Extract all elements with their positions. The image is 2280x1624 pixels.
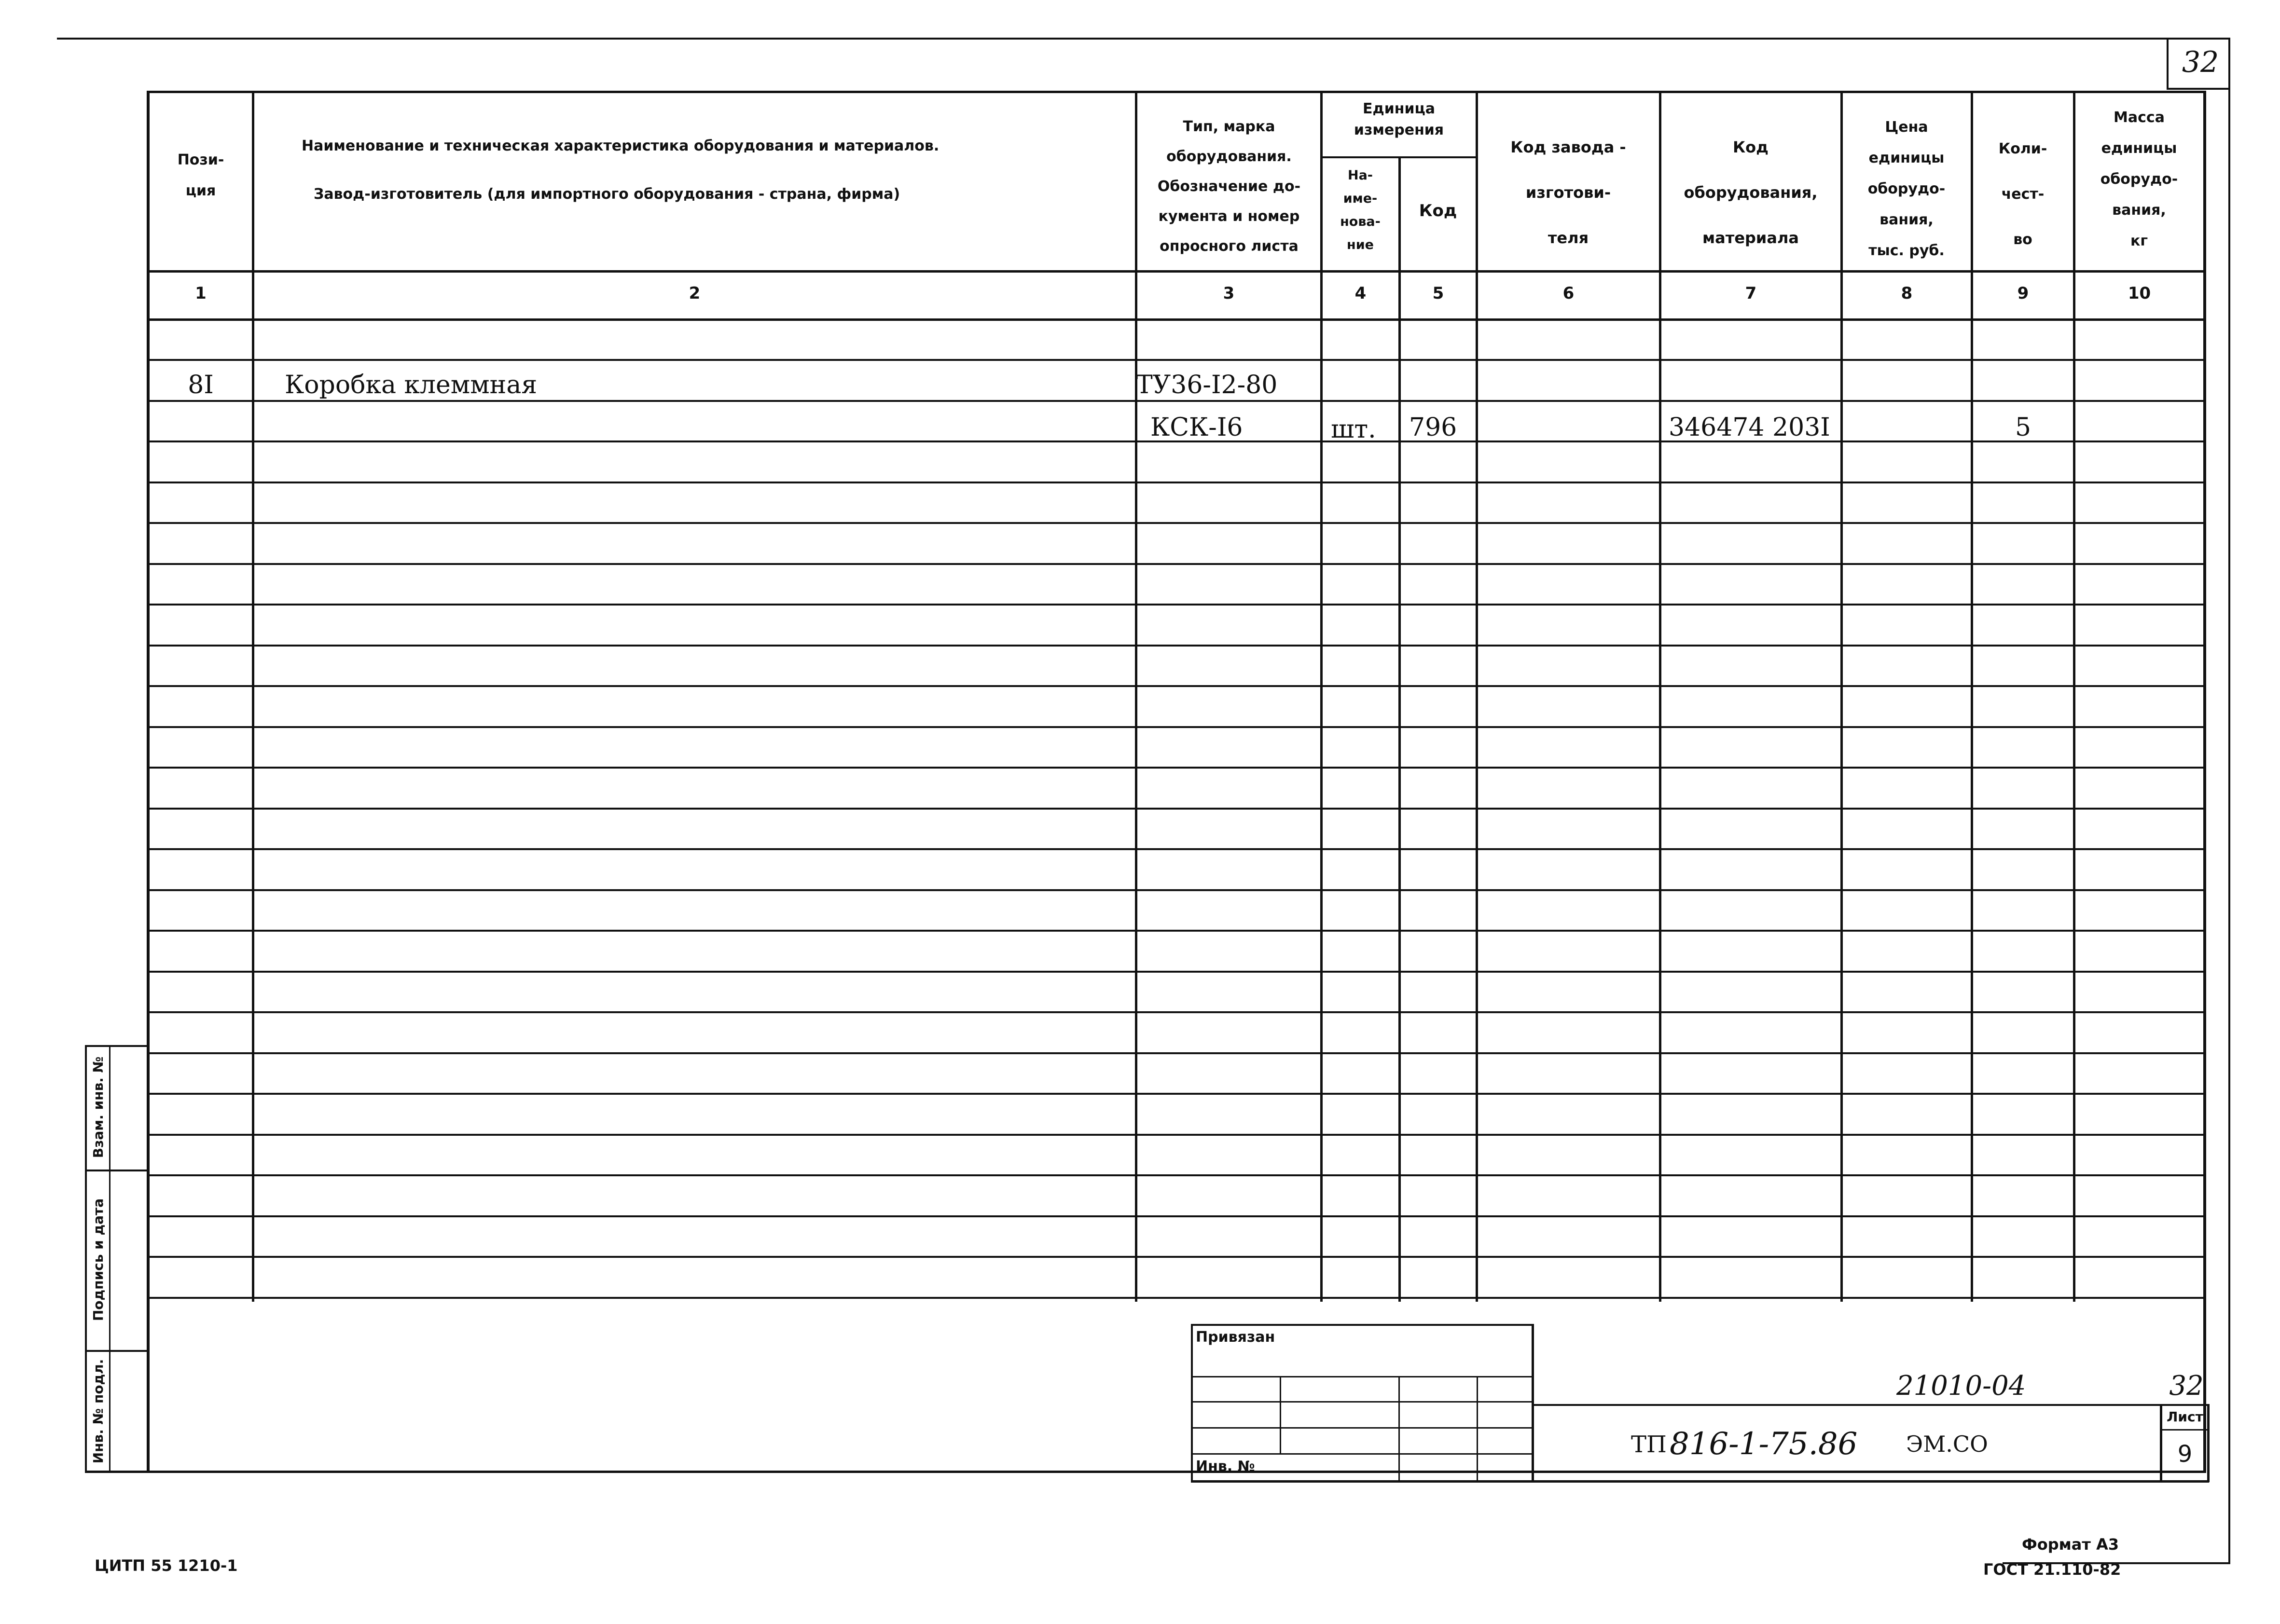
- header-unit-name-l2: име-: [1343, 191, 1378, 206]
- row-line: [148, 889, 2206, 891]
- priv-h4: [1191, 1453, 1534, 1455]
- header-mass-l4: вания,: [2112, 202, 2166, 219]
- priv-h1: [1191, 1376, 1534, 1377]
- row-line: [148, 808, 2206, 810]
- colnum-5: 5: [1432, 284, 1444, 303]
- header-price-l5: тыс. руб.: [1868, 242, 1945, 259]
- header-unit-group: [1322, 98, 1476, 141]
- row-line: [148, 1093, 2206, 1095]
- header-type-l4: кумента и номер: [1158, 208, 1300, 225]
- row1-type: ТУ36-I2-80: [1136, 371, 1278, 399]
- row-line: [148, 1174, 2206, 1176]
- header-unit-code: Код: [1419, 201, 1457, 220]
- table-top-line: [148, 91, 2206, 93]
- priv-left: [1191, 1324, 1193, 1482]
- col-sep-5: [1476, 92, 1478, 1302]
- stamp-inv-podl: Инв. № подл.: [90, 1359, 106, 1464]
- header-unit-name-l1: На-: [1347, 168, 1373, 183]
- colnum-7: 7: [1745, 284, 1757, 303]
- header-unit-group-l2: измерения: [1354, 122, 1444, 138]
- header-price-l3: оборудо-: [1867, 180, 1946, 197]
- col-sep-3: [1320, 92, 1323, 1302]
- colnum-8: 8: [1901, 284, 1913, 303]
- footer-gost: ГОСТ 21.110-82: [1983, 1560, 2121, 1579]
- row1-name: Коробка клеммная: [285, 371, 538, 399]
- row-line: [148, 604, 2206, 606]
- header-price-l2: единицы: [1868, 150, 1945, 166]
- colnum-4: 4: [1354, 284, 1367, 303]
- header-factory-code: [1478, 124, 1659, 261]
- row-line: [148, 1215, 2206, 1217]
- header-type: [1138, 112, 1320, 261]
- row2-quantity: 5: [2015, 413, 2031, 442]
- header-factory-code-l1: Код завода -: [1510, 138, 1626, 156]
- header-mass-l1: Масса: [2114, 109, 2165, 126]
- stamp-mid-divider: [109, 1046, 111, 1473]
- unit-group-line: [1321, 156, 1477, 158]
- priv-v3: [1477, 1376, 1478, 1480]
- inv-no-label: Инв. №: [1196, 1458, 1255, 1475]
- row-line: [148, 1134, 2206, 1136]
- sheet-box-bottom: [2167, 88, 2229, 90]
- header-name-l2: Завод-изготовитель (для импортного оборудования - страна, фирма): [314, 186, 900, 203]
- row2-type: КСК-I6: [1150, 413, 1243, 442]
- col-sep-7: [1840, 92, 1843, 1302]
- row-line: [148, 482, 2206, 483]
- header-type-l5: опросного листа: [1160, 238, 1299, 255]
- header-unit-group-l1: Единица: [1363, 100, 1435, 117]
- row-line: [148, 726, 2206, 728]
- header-quantity-l1: Коли-: [1998, 140, 2047, 157]
- header-unit-name: [1322, 164, 1398, 257]
- priv-h3: [1191, 1427, 1534, 1429]
- table-right-line: [2203, 91, 2206, 1473]
- row-line: [148, 1052, 2206, 1054]
- colnum-10: 10: [2128, 284, 2151, 303]
- header-price-l1: Цена: [1885, 119, 1928, 136]
- colnum-2: 2: [689, 284, 701, 303]
- header-unit-name-l4: ние: [1347, 237, 1374, 252]
- header-mass-l5: кг: [2130, 233, 2148, 249]
- footer-left: ЦИТП 55 1210-1: [95, 1556, 238, 1575]
- row-line: [148, 645, 2206, 647]
- row-line: [148, 1256, 2206, 1258]
- project-number: 21010-04: [1896, 1370, 2026, 1402]
- header-equipment-code-l1: Код: [1733, 138, 1769, 156]
- header-unit-name-l3: нова-: [1340, 214, 1381, 229]
- row2-unit-name: шт.: [1331, 415, 1376, 444]
- col-sep-4: [1398, 157, 1401, 1302]
- col-sep-1: [252, 92, 254, 1302]
- designation-prefix: ТП: [1631, 1431, 1667, 1458]
- colnum-9: 9: [2017, 284, 2029, 303]
- header-equipment-code-l2: оборудования,: [1684, 183, 1818, 202]
- row-line: [148, 685, 2206, 687]
- header-type-l2: оборудования.: [1166, 148, 1292, 165]
- table-bottom-line: [85, 1471, 2206, 1473]
- header-equipment-code-l3: материала: [1702, 229, 1799, 247]
- designation-mark: ЭМ.СО: [1906, 1431, 1988, 1457]
- header-factory-code-l3: теля: [1548, 229, 1589, 247]
- priv-h2: [1191, 1401, 1534, 1403]
- priv-bottom: [1191, 1480, 2209, 1483]
- header-bottom-line: [148, 270, 2206, 273]
- row-line: [148, 563, 2206, 565]
- header-position: [150, 145, 252, 206]
- sheet-number-top: 32: [2182, 45, 2219, 79]
- header-equipment-code: [1661, 124, 1840, 261]
- row-line: [148, 930, 2206, 932]
- privyazan-label: Привязан: [1196, 1329, 1275, 1346]
- sheet-total: 32: [2169, 1370, 2204, 1402]
- header-quantity-l3: во: [2013, 231, 2032, 248]
- header-quantity-l2: чест-: [2001, 186, 2045, 203]
- colnum-bottom-line: [148, 318, 2206, 321]
- row1-position: 8I: [188, 371, 214, 399]
- col-sep-9: [2073, 92, 2075, 1302]
- header-mass: [2075, 102, 2203, 257]
- top-border-line: [57, 38, 2228, 40]
- priv-right: [1532, 1324, 1534, 1482]
- header-type-l3: Обозначение до-: [1157, 178, 1301, 195]
- row-line: [148, 971, 2206, 973]
- tb-top-line: [1534, 1404, 2209, 1406]
- header-type-l1: Тип, марка: [1183, 118, 1275, 135]
- colnum-6: 6: [1562, 284, 1575, 303]
- right-border-line: [2228, 38, 2230, 1562]
- priv-v2: [1398, 1376, 1400, 1480]
- header-position-l2: ция: [185, 182, 216, 199]
- colnum-1: 1: [195, 284, 207, 303]
- row-line: [148, 522, 2206, 524]
- row2-unit-code: 796: [1409, 413, 1457, 442]
- col-sep-2: [1135, 92, 1137, 1302]
- col-sep-6: [1659, 92, 1661, 1302]
- sheet-box-left: [2167, 39, 2169, 89]
- sheet-number: 9: [2177, 1441, 2193, 1468]
- designation: 816-1-75.86: [1670, 1426, 1858, 1462]
- stamp-inv-vzam: Взам. инв. №: [90, 1056, 106, 1158]
- row-line: [148, 1297, 2206, 1299]
- stamp-sign-date: Подпись и дата: [90, 1198, 106, 1321]
- tb-sheet-mid: [2160, 1429, 2209, 1431]
- header-position-l1: Пози-: [177, 151, 224, 168]
- row-line: [148, 359, 2206, 361]
- header-price-l4: вания,: [1879, 211, 1934, 228]
- header-mass-l2: единицы: [2101, 140, 2177, 157]
- colnum-3: 3: [1223, 284, 1235, 303]
- row-line: [148, 848, 2206, 850]
- row-line: [148, 767, 2206, 769]
- header-mass-l3: оборудо-: [2100, 171, 2178, 188]
- row-line: [148, 400, 2206, 402]
- header-quantity: [1973, 126, 2073, 262]
- footer-format: Формат А3: [2022, 1535, 2119, 1554]
- col-sep-8: [1971, 92, 1973, 1302]
- header-factory-code-l2: изготови-: [1525, 183, 1611, 202]
- row-line: [148, 1011, 2206, 1013]
- priv-v1: [1280, 1376, 1281, 1454]
- priv-top: [1191, 1324, 1534, 1326]
- row2-equipment-code: 346474 203I: [1669, 413, 1830, 442]
- header-name-l1: Наименование и техническая характеристика оборудования и материалов.: [302, 138, 940, 154]
- stamp-left-line: [85, 1046, 87, 1473]
- header-price: [1842, 112, 1971, 266]
- sheet-label: Лист: [2167, 1409, 2203, 1425]
